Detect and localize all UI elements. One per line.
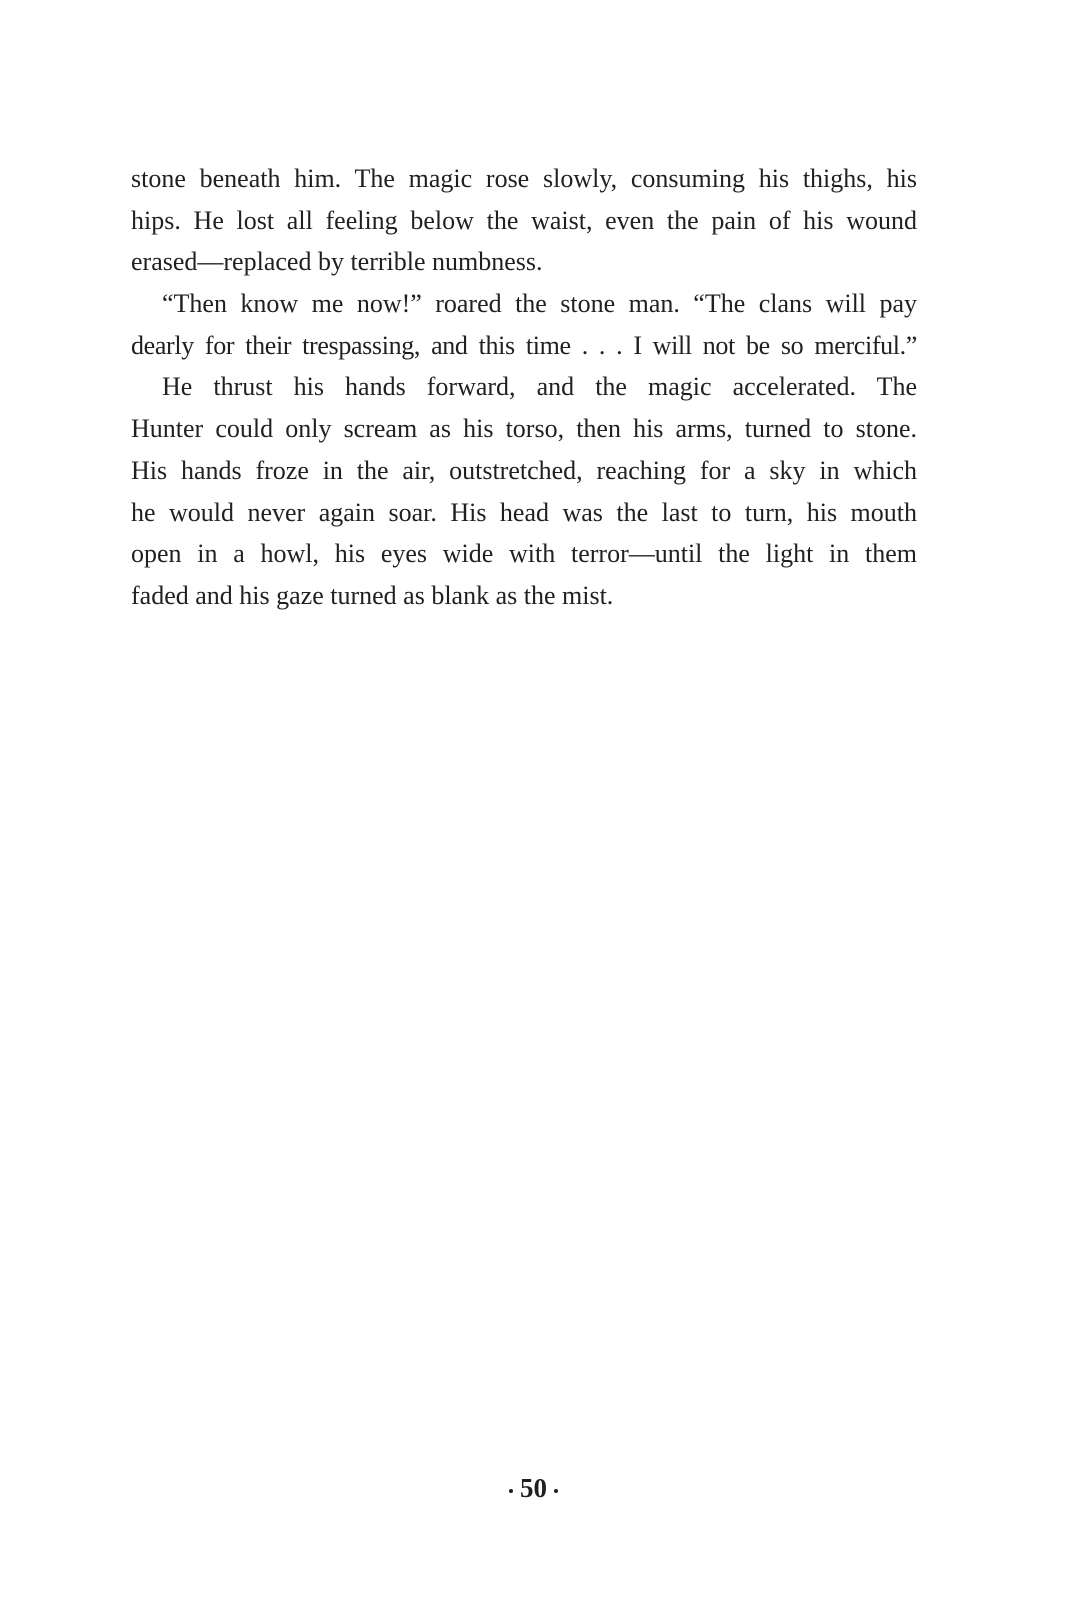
- body-text: [131, 158, 917, 617]
- folio-dot-right: [554, 1489, 558, 1493]
- folio-dot-left: [509, 1489, 513, 1493]
- page-number: [0, 1473, 1067, 1503]
- text-line: erased—replaced by terrible numbness.: [131, 247, 543, 277]
- page-number-value: 50: [520, 1473, 547, 1503]
- text-line: Hunter could only scream as his torso, then his arms, turned to stone.: [131, 414, 917, 444]
- text-line: open in a howl, his eyes wide with terror—until the light in them: [131, 539, 917, 569]
- text-line: he would never again soar. His head was the last to turn, his mouth: [131, 497, 917, 527]
- text-line: faded and his gaze turned as blank as the mist.: [131, 580, 614, 610]
- text-line: stone beneath him. The magic rose slowly, consuming his thighs, his: [131, 164, 917, 193]
- text-line: He thrust his hands forward, and the magic accelerated. The: [162, 372, 917, 402]
- text-line: “Then know me now!” roared the stone man. “The clans will pay: [162, 289, 917, 319]
- text-line: His hands froze in the air, outstretched, reaching for a sky in which: [131, 455, 917, 485]
- text-line: dearly for their trespassing, and this time . . . I will not be so merciful.”: [131, 330, 917, 360]
- text-line: hips. He lost all feeling below the waist, even the pain of his wound: [131, 205, 917, 235]
